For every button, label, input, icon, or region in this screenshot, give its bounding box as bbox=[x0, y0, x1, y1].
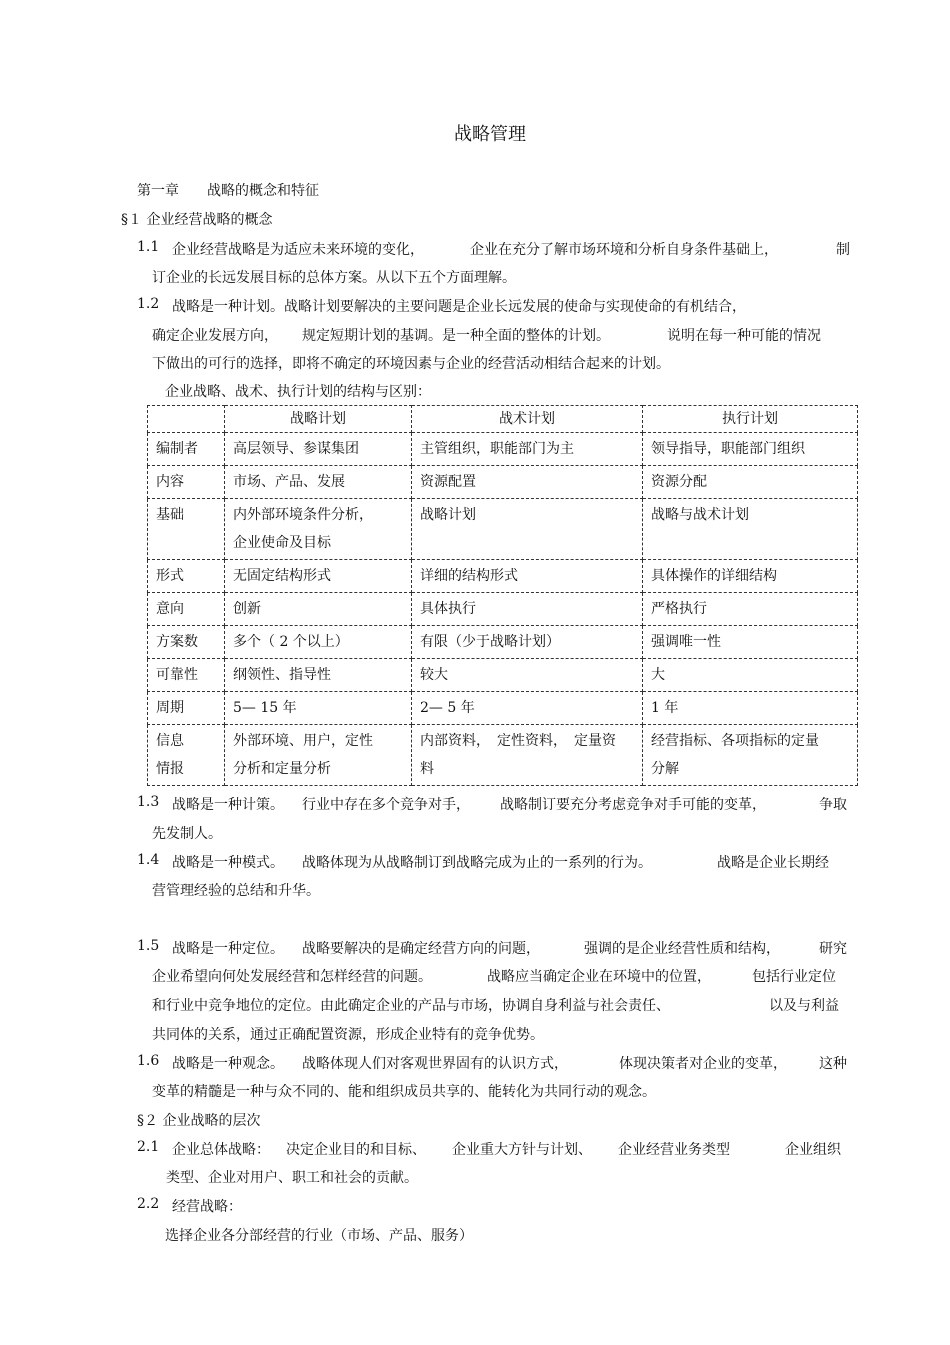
table-row bbox=[148, 433, 858, 466]
para-1-1-num: 1.1 bbox=[137, 239, 160, 255]
table-row-label: 编制者 bbox=[148, 433, 225, 466]
table-cell: 主管组织，职能部门为主 bbox=[412, 433, 643, 466]
para-2-1-line1d: 企业经营业务类型 bbox=[618, 1142, 730, 1158]
table-caption: 企业战略、战术、执行计划的结构与区别： bbox=[165, 384, 431, 400]
para-2-1-num: 2.1 bbox=[137, 1139, 160, 1155]
para-1-1-line1b: 企业在充分了解市场环境和分析自身条件基础上， bbox=[470, 242, 778, 258]
para-1-5-line4: 共同体的关系，通过正确配置资源，形成企业特有的竞争优势。 bbox=[152, 1027, 544, 1043]
table-cell: 无固定结构形式 bbox=[225, 560, 412, 593]
table-row-label: 内容 bbox=[148, 466, 225, 499]
para-1-5-line3b: 以及与利益 bbox=[769, 998, 839, 1014]
para-2-2-line1: 经营战略： bbox=[172, 1199, 242, 1215]
table-cell: 外部环境、用户，定性 分析和定量分析 bbox=[225, 725, 412, 786]
para-1-1-line1c: 制 bbox=[836, 242, 850, 258]
table-cell: 详细的结构形式 bbox=[412, 560, 643, 593]
table-cell: 5— 15 年 bbox=[225, 692, 412, 725]
table-row-label: 方案数 bbox=[148, 626, 225, 659]
table-cell: 高层领导、参谋集团 bbox=[225, 433, 412, 466]
para-2-1-line1a: 企业总体战略： bbox=[172, 1142, 270, 1158]
para-1-1-line1a: 企业经营战略是为适应未来环境的变化， bbox=[172, 242, 424, 258]
table-cell: 战略与战术计划 bbox=[643, 499, 858, 560]
para-1-3-line1a: 战略是一种计策。 bbox=[172, 797, 284, 813]
table-cell: 内外部环境条件分析， 企业使命及目标 bbox=[225, 499, 412, 560]
table-cell: 资源分配 bbox=[643, 466, 858, 499]
para-1-6-line2: 变革的精髓是一种与众不同的、能和组织成员共享的、能转化为共同行动的观念。 bbox=[152, 1084, 656, 1100]
table-header-cell: 执行计划 bbox=[643, 406, 858, 433]
para-2-1-line1b: 决定企业目的和目标、 bbox=[286, 1142, 426, 1158]
table-cell: 具体执行 bbox=[412, 593, 643, 626]
para-1-4-line2: 营管理经验的总结和升华。 bbox=[152, 883, 320, 899]
para-1-6-line1d: 这种 bbox=[819, 1056, 847, 1072]
table-cell: 较大 bbox=[412, 659, 643, 692]
para-1-1-line2: 订企业的长远发展目标的总体方案。从以下五个方面理解。 bbox=[152, 270, 516, 286]
table-row bbox=[148, 659, 858, 692]
chapter-heading: 第一章 战略的概念和特征 bbox=[137, 183, 319, 199]
para-1-5-line1d: 研究 bbox=[819, 941, 847, 957]
para-1-5-line1c: 强调的是企业经营性质和结构， bbox=[584, 941, 780, 957]
para-1-2-line2b: 规定短期计划的基调。是一种全面的整体的计划。 bbox=[302, 328, 610, 344]
para-1-2-line1: 战略是一种计划。战略计划要解决的主要问题是企业长远发展的使命与实现使命的有机结合， bbox=[172, 299, 746, 315]
table-header-cell: 战术计划 bbox=[412, 406, 643, 433]
para-1-6-line1c: 体现决策者对企业的变革， bbox=[619, 1056, 787, 1072]
para-1-5-line1b: 战略要解决的是确定经营方向的问题， bbox=[302, 941, 540, 957]
para-1-3-line1c: 战略制订要充分考虑竞争对手可能的变革， bbox=[500, 797, 766, 813]
table-row bbox=[148, 499, 858, 560]
table-row-label: 基础 bbox=[148, 499, 225, 560]
para-1-3-line1b: 行业中存在多个竞争对手， bbox=[302, 797, 470, 813]
table-row bbox=[148, 560, 858, 593]
para-1-5-line2b: 战略应当确定企业在环境中的位置， bbox=[487, 969, 711, 985]
para-1-3-num: 1.3 bbox=[137, 794, 160, 810]
table-cell: 2— 5 年 bbox=[412, 692, 643, 725]
para-1-3-line2: 先发制人。 bbox=[152, 826, 222, 842]
para-1-4-line1c: 战略是企业长期经 bbox=[717, 855, 829, 871]
section-heading-1: §１ 企业经营战略的概念 bbox=[121, 212, 273, 228]
para-1-6-num: 1.6 bbox=[137, 1053, 160, 1069]
table-row bbox=[148, 466, 858, 499]
table-cell: 强调唯一性 bbox=[643, 626, 858, 659]
table-cell: 资源配置 bbox=[412, 466, 643, 499]
para-1-5-num: 1.5 bbox=[137, 938, 160, 954]
para-1-2-line2a: 确定企业发展方向， bbox=[152, 328, 278, 344]
para-1-2-line2c: 说明在每一种可能的情况 bbox=[667, 328, 821, 344]
table-cell: 具体操作的详细结构 bbox=[643, 560, 858, 593]
table-row-label: 可靠性 bbox=[148, 659, 225, 692]
table-row-label: 周期 bbox=[148, 692, 225, 725]
table-cell: 有限（少于战略计划） bbox=[412, 626, 643, 659]
table-cell: 多个（ 2 个以上） bbox=[225, 626, 412, 659]
table-row bbox=[148, 725, 858, 786]
para-2-2-line2: 选择企业各分部经营的行业（市场、产品、服务） bbox=[165, 1228, 473, 1244]
table-cell: 纲领性、指导性 bbox=[225, 659, 412, 692]
table-header-row bbox=[148, 406, 858, 433]
para-1-5-line1a: 战略是一种定位。 bbox=[172, 941, 284, 957]
table-row bbox=[148, 593, 858, 626]
para-1-6-line1a: 战略是一种观念。 bbox=[172, 1056, 284, 1072]
para-1-2-line3: 下做出的可行的选择，即将不确定的环境因素与企业的经营活动相结合起来的计划。 bbox=[152, 356, 670, 372]
para-1-4-num: 1.4 bbox=[137, 852, 160, 868]
table-cell: 大 bbox=[643, 659, 858, 692]
table-row-label: 形式 bbox=[148, 560, 225, 593]
table-cell: 领导指导，职能部门组织 bbox=[643, 433, 858, 466]
para-1-5-line2c: 包括行业定位 bbox=[752, 969, 836, 985]
para-1-2-num: 1.2 bbox=[137, 296, 160, 312]
para-2-1-line1e: 企业组织 bbox=[785, 1142, 841, 1158]
table-cell: 严格执行 bbox=[643, 593, 858, 626]
para-1-3-line1d: 争取 bbox=[819, 797, 847, 813]
section-heading-2: §２ 企业战略的层次 bbox=[137, 1113, 261, 1129]
table-cell: 内部资料， 定性资料， 定量资 料 bbox=[412, 725, 643, 786]
table-header-cell bbox=[148, 406, 225, 433]
para-2-1-line2: 类型、企业对用户、职工和社会的贡献。 bbox=[166, 1170, 418, 1186]
table-row bbox=[148, 692, 858, 725]
para-1-4-line1b: 战略体现为从战略制订到战略完成为止的一系列的行为。 bbox=[302, 855, 652, 871]
page-title: 战略管理 bbox=[454, 124, 526, 145]
para-2-2-num: 2.2 bbox=[137, 1196, 160, 1212]
para-1-5-line3a: 和行业中竞争地位的定位。由此确定企业的产品与市场，协调自身利益与社会责任、 bbox=[152, 998, 670, 1014]
para-1-6-line1b: 战略体现人们对客观世界固有的认识方式， bbox=[302, 1056, 568, 1072]
table-cell: 市场、产品、发展 bbox=[225, 466, 412, 499]
para-1-4-line1a: 战略是一种模式。 bbox=[172, 855, 284, 871]
table-row-label: 信息 情报 bbox=[148, 725, 225, 786]
table-row bbox=[148, 626, 858, 659]
table-cell: 创新 bbox=[225, 593, 412, 626]
table-cell: 1 年 bbox=[643, 692, 858, 725]
para-2-1-line1c: 企业重大方针与计划、 bbox=[452, 1142, 592, 1158]
table-cell: 经营指标、各项指标的定量 分解 bbox=[643, 725, 858, 786]
plan-comparison-table bbox=[147, 405, 858, 786]
para-1-5-line2a: 企业希望向何处发展经营和怎样经营的问题。 bbox=[152, 969, 432, 985]
table-cell: 战略计划 bbox=[412, 499, 643, 560]
table-row-label: 意向 bbox=[148, 593, 225, 626]
table-header-cell: 战略计划 bbox=[225, 406, 412, 433]
